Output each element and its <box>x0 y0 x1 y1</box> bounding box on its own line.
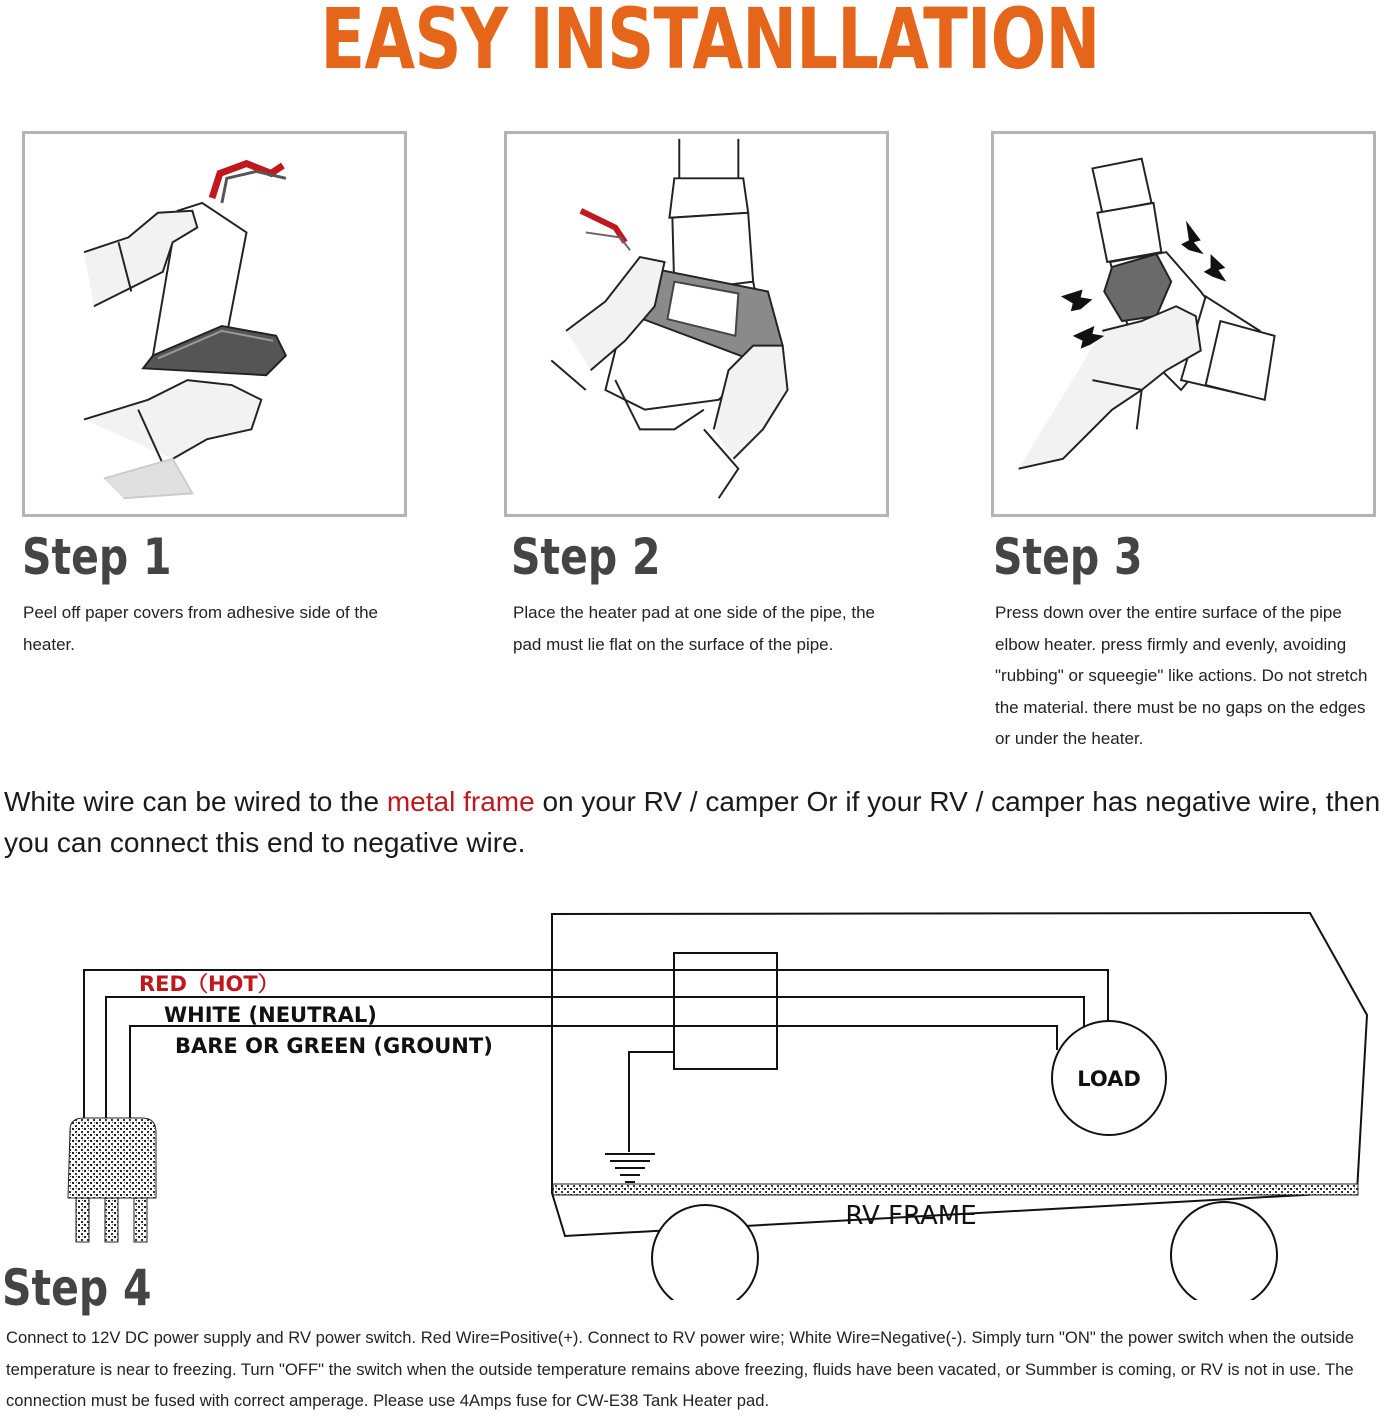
step2-text: Place the heater pad at one side of the pipe, the pad must lie flat on the surface of the pipe. <box>513 603 875 654</box>
wheel-front <box>652 1205 758 1300</box>
step2-illustration <box>504 131 889 517</box>
ground-symbol <box>605 1154 655 1182</box>
step3-text: Press down over the entire surface of the pipe elbow heater. press firmly and evenly, avoiding "rubbing" or squeegie" like actions. Do not stretch the material. there must be no gaps on the edges or under the heater. <box>995 603 1368 748</box>
power-plug <box>68 1118 156 1242</box>
step1-illustration <box>22 131 407 517</box>
step3-illustration <box>991 131 1376 517</box>
wiring-note: White wire can be wired to the metal frame on your RV / camper Or if your RV / camper has negative wire, then you can connect this end to negative wire. <box>4 786 1381 858</box>
step4-text: Connect to 12V DC power supply and RV power switch. Red Wire=Positive(+). Connect to RV power wire; White Wire=Negative(-). Simply turn "ON" the power switch when the outside temperature is near to freezing. Turn "OFF" the switch when the outside temperature remains above freezing, fluids have been vacated, or Summber is coming, or RV is not in use. The connection must be fused with correct amperage. Please use 4Amps fuse for CW-E38 Tank Heater pad. <box>6 1328 1354 1410</box>
step1-heading: Step 1 <box>22 528 172 586</box>
page-title: EASY INSTANLLATION <box>320 0 1100 88</box>
step3-heading: Step 3 <box>993 528 1143 586</box>
rv-frame-label: RV FRAME <box>845 1201 977 1231</box>
ground-lead <box>629 1052 674 1152</box>
step2-heading: Step 2 <box>511 528 661 586</box>
ground-wire-label: BARE OR GREEN (GROUNT) <box>175 1034 493 1058</box>
step1-text: Peel off paper covers from adhesive side of the heater. <box>23 603 378 654</box>
wiring-diagram <box>0 900 1392 1300</box>
step4-heading: Step 4 <box>2 1259 152 1317</box>
rv-frame-bar <box>553 1184 1358 1195</box>
red-wire-label: RED（HOT） <box>139 972 279 996</box>
wheel-rear <box>1171 1202 1277 1300</box>
white-wire-label: WHITE (NEUTRAL) <box>164 1003 377 1027</box>
load-label: LOAD <box>1077 1067 1141 1091</box>
metal-frame-highlight: metal frame <box>386 786 535 817</box>
